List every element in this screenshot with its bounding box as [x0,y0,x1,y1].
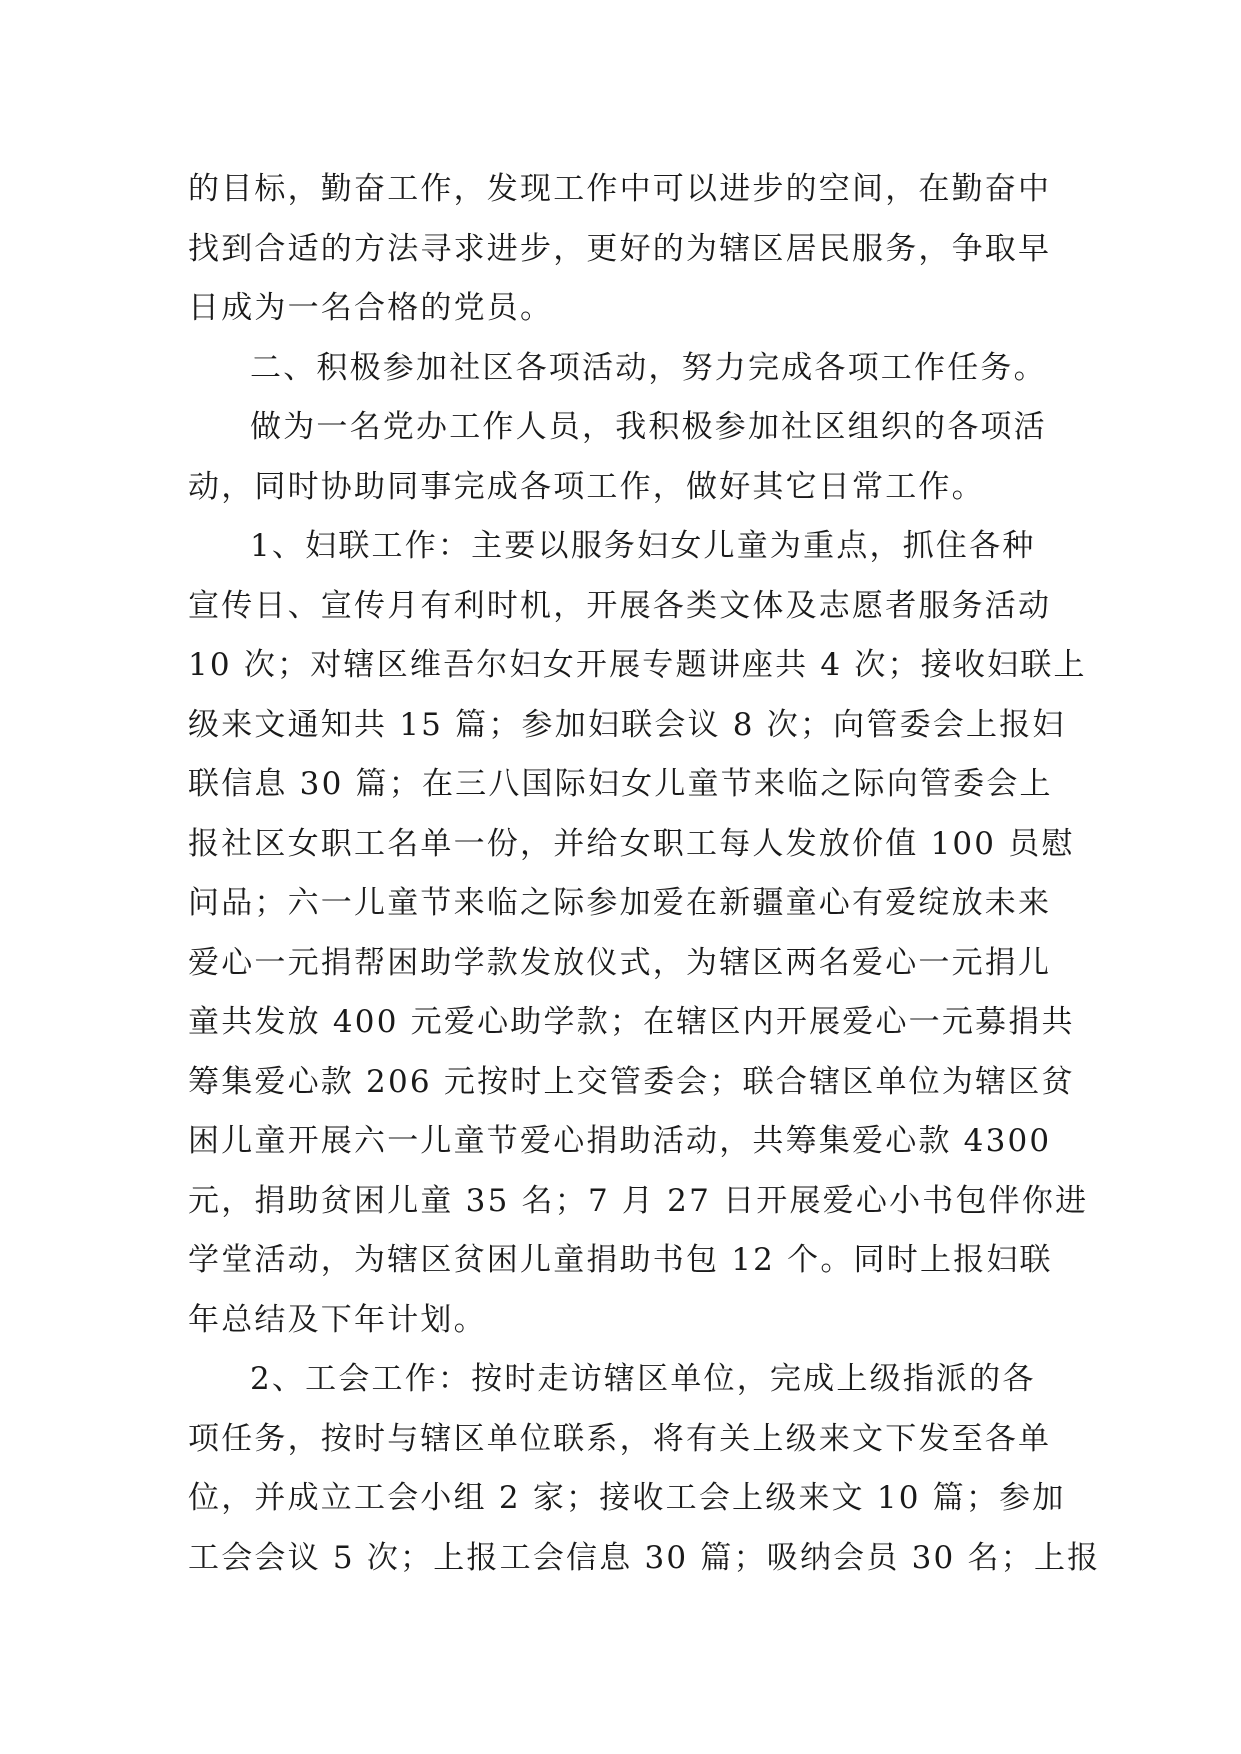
text-line: 1、妇联工作：主要以服务妇女儿童为重点，抓住各种 [250,528,1036,564]
text-line: 动，同时协助同事完成各项工作，做好其它日常工作。 [188,468,985,505]
text-line: 筹集爱心款 206 元按时上交管委会；联合辖区单位为辖区贫 [188,1063,1075,1100]
text-line: 报社区女职工名单一份，并给女职工每人发放价值 100 员慰 [188,825,1075,862]
text-line: 找到合适的方法寻求进步，更好的为辖区居民服务，争取早 [188,230,1052,267]
text-line: 10 次；对辖区维吾尔妇女开展专题讲座共 4 次；接收妇联上 [188,647,1087,683]
text-line: 宣传日、宣传月有利时机，开展各类文体及志愿者服务活动 [188,587,1052,624]
text-line: 位，并成立工会小组 2 家；接收工会上级来文 10 篇；参加 [188,1480,1066,1516]
text-line: 日成为一名合格的党员。 [188,290,554,326]
text-line: 童共发放 400 元爱心助学款；在辖区内开展爱心一元募捐共 [188,1004,1075,1040]
text-line: 困儿童开展六一儿童节爱心捐助活动，共筹集爱心款 4300 [188,1123,1052,1159]
text-line: 元，捐助贫困儿童 35 名；7 月 27 日开展爱心小书包伴你进 [188,1182,1089,1219]
text-line: 问品；六一儿童节来临之际参加爱在新疆童心有爱绽放未来 [188,885,1052,921]
text-line: 2、工会工作：按时走访辖区单位，完成上级指派的各 [250,1361,1036,1397]
body-text [188,160,1101,1588]
text-line: 联信息 30 篇；在三八国际妇女儿童节来临之际向管委会上 [188,766,1053,802]
text-line: 做为一名党办工作人员，我积极参加社区组织的各项活 [250,409,1047,445]
text-line: 学堂活动，为辖区贫困儿童捐助书包 12 个。同时上报妇联 [188,1242,1053,1278]
text-line: 工会会议 5 次；上报工会信息 30 篇；吸纳会员 30 名；上报 [188,1539,1101,1576]
text-line: 项任务，按时与辖区单位联系，将有关上级来文下发至各单 [188,1420,1052,1457]
text-line: 爱心一元捐帮困助学款发放仪式，为辖区两名爱心一元捐儿 [188,944,1052,981]
section-heading: 二、积极参加社区各项活动，努力完成各项工作任务。 [250,349,1047,386]
text-line: 级来文通知共 15 篇；参加妇联会议 8 次；向管委会上报妇 [188,706,1066,743]
text-line: 年总结及下年计划。 [188,1301,487,1338]
text-line: 的目标，勤奋工作，发现工作中可以进步的空间，在勤奋中 [188,171,1052,207]
